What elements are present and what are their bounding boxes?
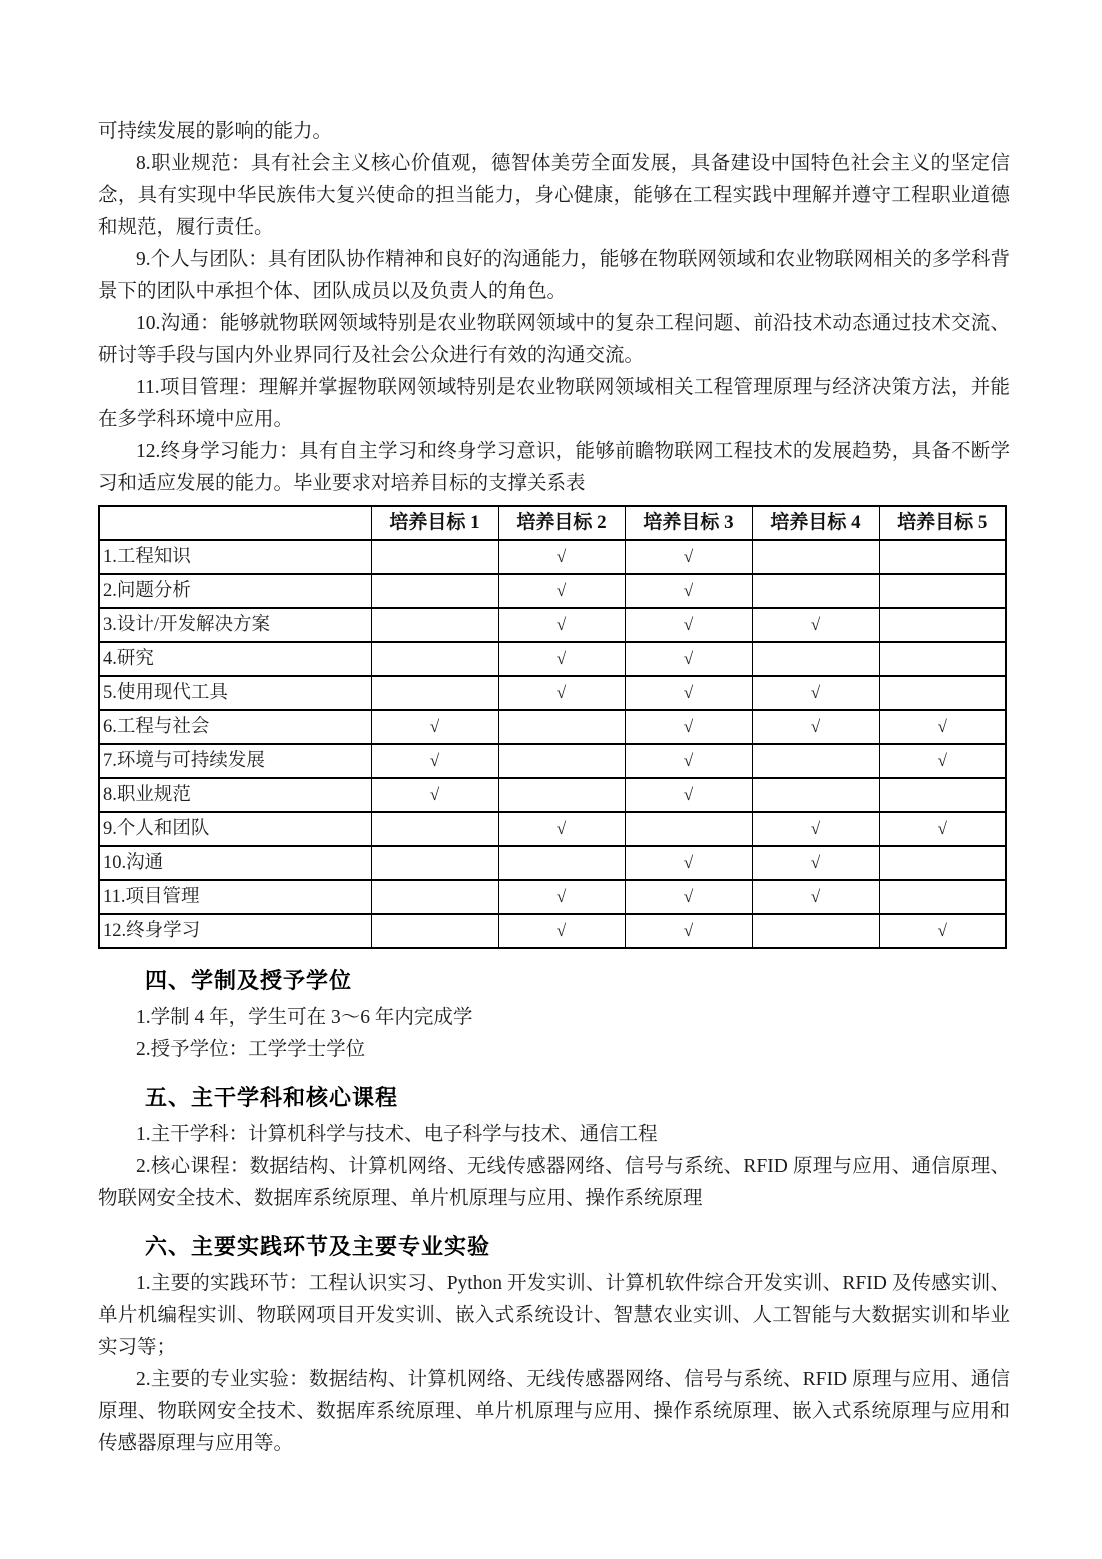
- mark-cell: √: [625, 880, 752, 914]
- mark-cell: [371, 880, 498, 914]
- row-label-cell: 4.研究: [99, 642, 371, 676]
- mark-cell: √: [625, 574, 752, 608]
- row-label-cell: 7.环境与可持续发展: [99, 744, 371, 778]
- mark-cell: √: [498, 914, 625, 948]
- mark-cell: √: [752, 846, 879, 880]
- mark-cell: √: [498, 574, 625, 608]
- table-row: [99, 676, 1006, 710]
- mark-cell: √: [498, 812, 625, 846]
- mark-cell: √: [879, 744, 1006, 778]
- mark-cell: [879, 642, 1006, 676]
- header-cell-goal-3: 培养目标 3: [625, 506, 752, 540]
- mark-cell: [625, 812, 752, 846]
- table-row: [99, 880, 1006, 914]
- mark-cell: √: [752, 608, 879, 642]
- table-row: [99, 744, 1006, 778]
- mark-cell: [752, 642, 879, 676]
- mark-cell: √: [625, 744, 752, 778]
- table-row: [99, 540, 1006, 574]
- mark-cell: [879, 880, 1006, 914]
- paragraph-sustainability-continuation: 可持续发展的影响的能力。: [98, 121, 333, 142]
- paragraph-project-management: 11.项目管理：理解并掌握物联网领域特别是农业物联网领域相关工程管理原理与经济决策方法，并能在多学科环境中应用。: [98, 377, 1010, 430]
- list-item-major-experiments: 2.主要的专业实验：数据结构、计算机网络、无线传感器网络、信号与系统、RFID 原理与应用、通信原理、物联网安全技术、数据库系统原理、单片机原理与应用、操作系统原理、嵌入式系统原理与应用和传感器原理与应用等。: [98, 1369, 1010, 1454]
- row-label-cell: 6.工程与社会: [99, 710, 371, 744]
- header-cell-goal-1: 培养目标 1: [371, 506, 498, 540]
- header-cell-empty: [99, 506, 371, 540]
- table-row: [99, 710, 1006, 744]
- mark-cell: √: [879, 812, 1006, 846]
- mark-cell: [371, 574, 498, 608]
- mark-cell: [879, 676, 1006, 710]
- mark-cell: √: [498, 540, 625, 574]
- section-heading-core-disciplines: 五、主干学科和核心课程: [145, 1085, 399, 1110]
- mark-cell: √: [625, 642, 752, 676]
- row-label-cell: 1.工程知识: [99, 540, 371, 574]
- mark-cell: √: [879, 914, 1006, 948]
- list-item-practice-links: 1.主要的实践环节：工程认识实习、Python 开发实训、计算机软件综合开发实训、RFID 及传感实训、单片机编程实训、物联网项目开发实训、嵌入式系统设计、智慧农业实训、人工智能与大数据实训和毕业实习等；: [98, 1273, 1010, 1358]
- mark-cell: [498, 778, 625, 812]
- table-row: [99, 642, 1006, 676]
- list-item-main-disciplines: 1.主干学科：计算机科学与技术、电子科学与技术、通信工程: [136, 1124, 658, 1145]
- mark-cell: √: [498, 676, 625, 710]
- mark-cell: √: [498, 608, 625, 642]
- mark-cell: √: [625, 608, 752, 642]
- list-item-duration: 1.学制 4 年，学生可在 3～6 年内完成学: [136, 1007, 473, 1028]
- mark-cell: [879, 778, 1006, 812]
- mark-cell: [879, 846, 1006, 880]
- table-row: [99, 574, 1006, 608]
- mark-cell: [752, 744, 879, 778]
- table-header-row: [99, 506, 1006, 540]
- mark-cell: √: [625, 710, 752, 744]
- mark-cell: [498, 710, 625, 744]
- row-label-cell: 12.终身学习: [99, 914, 371, 948]
- table-row: [99, 846, 1006, 880]
- mark-cell: [752, 914, 879, 948]
- mark-cell: [879, 608, 1006, 642]
- mark-cell: [498, 846, 625, 880]
- paragraph-individual-and-team: 9.个人与团队：具有团队协作精神和良好的沟通能力，能够在物联网领域和农业物联网相关的多学科背景下的团队中承担个体、团队成员以及负责人的角色。: [98, 249, 1010, 302]
- mark-cell: √: [625, 540, 752, 574]
- mark-cell: √: [371, 778, 498, 812]
- header-cell-goal-2: 培养目标 2: [498, 506, 625, 540]
- row-label-cell: 3.设计/开发解决方案: [99, 608, 371, 642]
- paragraph-lifelong-learning: 12.终身学习能力：具有自主学习和终身学习意识，能够前瞻物联网工程技术的发展趋势，具备不断学习和适应发展的能力。毕业要求对培养目标的支撑关系表: [98, 441, 1010, 494]
- mark-cell: √: [752, 710, 879, 744]
- mark-cell: [752, 540, 879, 574]
- mark-cell: [371, 846, 498, 880]
- graduation-requirements-support-matrix: [98, 505, 1007, 949]
- mark-cell: [371, 540, 498, 574]
- mark-cell: √: [752, 676, 879, 710]
- mark-cell: √: [498, 642, 625, 676]
- table-row: [99, 812, 1006, 846]
- mark-cell: [879, 574, 1006, 608]
- mark-cell: √: [371, 744, 498, 778]
- list-item-degree: 2.授予学位：工学学士学位: [136, 1039, 366, 1060]
- row-label-cell: 2.问题分析: [99, 574, 371, 608]
- mark-cell: [371, 914, 498, 948]
- mark-cell: [371, 812, 498, 846]
- mark-cell: √: [752, 812, 879, 846]
- table-row: [99, 608, 1006, 642]
- section-heading-practice-experiments: 六、主要实践环节及主要专业实验: [145, 1234, 491, 1259]
- header-cell-goal-4: 培养目标 4: [752, 506, 879, 540]
- mark-cell: [371, 676, 498, 710]
- row-label-cell: 8.职业规范: [99, 778, 371, 812]
- mark-cell: √: [625, 778, 752, 812]
- row-label-cell: 9.个人和团队: [99, 812, 371, 846]
- mark-cell: √: [752, 880, 879, 914]
- mark-cell: [498, 744, 625, 778]
- document-content: [98, 116, 1010, 1460]
- table-row: [99, 914, 1006, 948]
- section-heading-duration-degree: 四、学制及授予学位: [145, 968, 353, 993]
- mark-cell: [752, 574, 879, 608]
- row-label-cell: 5.使用现代工具: [99, 676, 371, 710]
- mark-cell: [371, 608, 498, 642]
- table-row: [99, 778, 1006, 812]
- mark-cell: √: [879, 710, 1006, 744]
- header-cell-goal-5: 培养目标 5: [879, 506, 1006, 540]
- mark-cell: √: [625, 846, 752, 880]
- mark-cell: √: [625, 676, 752, 710]
- mark-cell: √: [625, 914, 752, 948]
- mark-cell: [752, 778, 879, 812]
- mark-cell: √: [371, 710, 498, 744]
- row-label-cell: 10.沟通: [99, 846, 371, 880]
- mark-cell: [371, 642, 498, 676]
- list-item-core-courses: 2.核心课程：数据结构、计算机网络、无线传感器网络、信号与系统、RFID 原理与应用、通信原理、物联网安全技术、数据库系统原理、单片机原理与应用、操作系统原理: [98, 1156, 1010, 1209]
- mark-cell: [879, 540, 1006, 574]
- paragraph-communication: 10.沟通：能够就物联网领域特别是农业物联网领域中的复杂工程问题、前沿技术动态通过技术交流、研讨等手段与国内外业界同行及社会公众进行有效的沟通交流。: [98, 313, 1010, 366]
- mark-cell: √: [498, 880, 625, 914]
- paragraph-professional-norms: 8.职业规范：具有社会主义核心价值观，德智体美劳全面发展，具备建设中国特色社会主义的坚定信念，具有实现中华民族伟大复兴使命的担当能力，身心健康，能够在工程实践中理解并遵守工程职业道德和规范，履行责任。: [98, 153, 1010, 238]
- row-label-cell: 11.项目管理: [99, 880, 371, 914]
